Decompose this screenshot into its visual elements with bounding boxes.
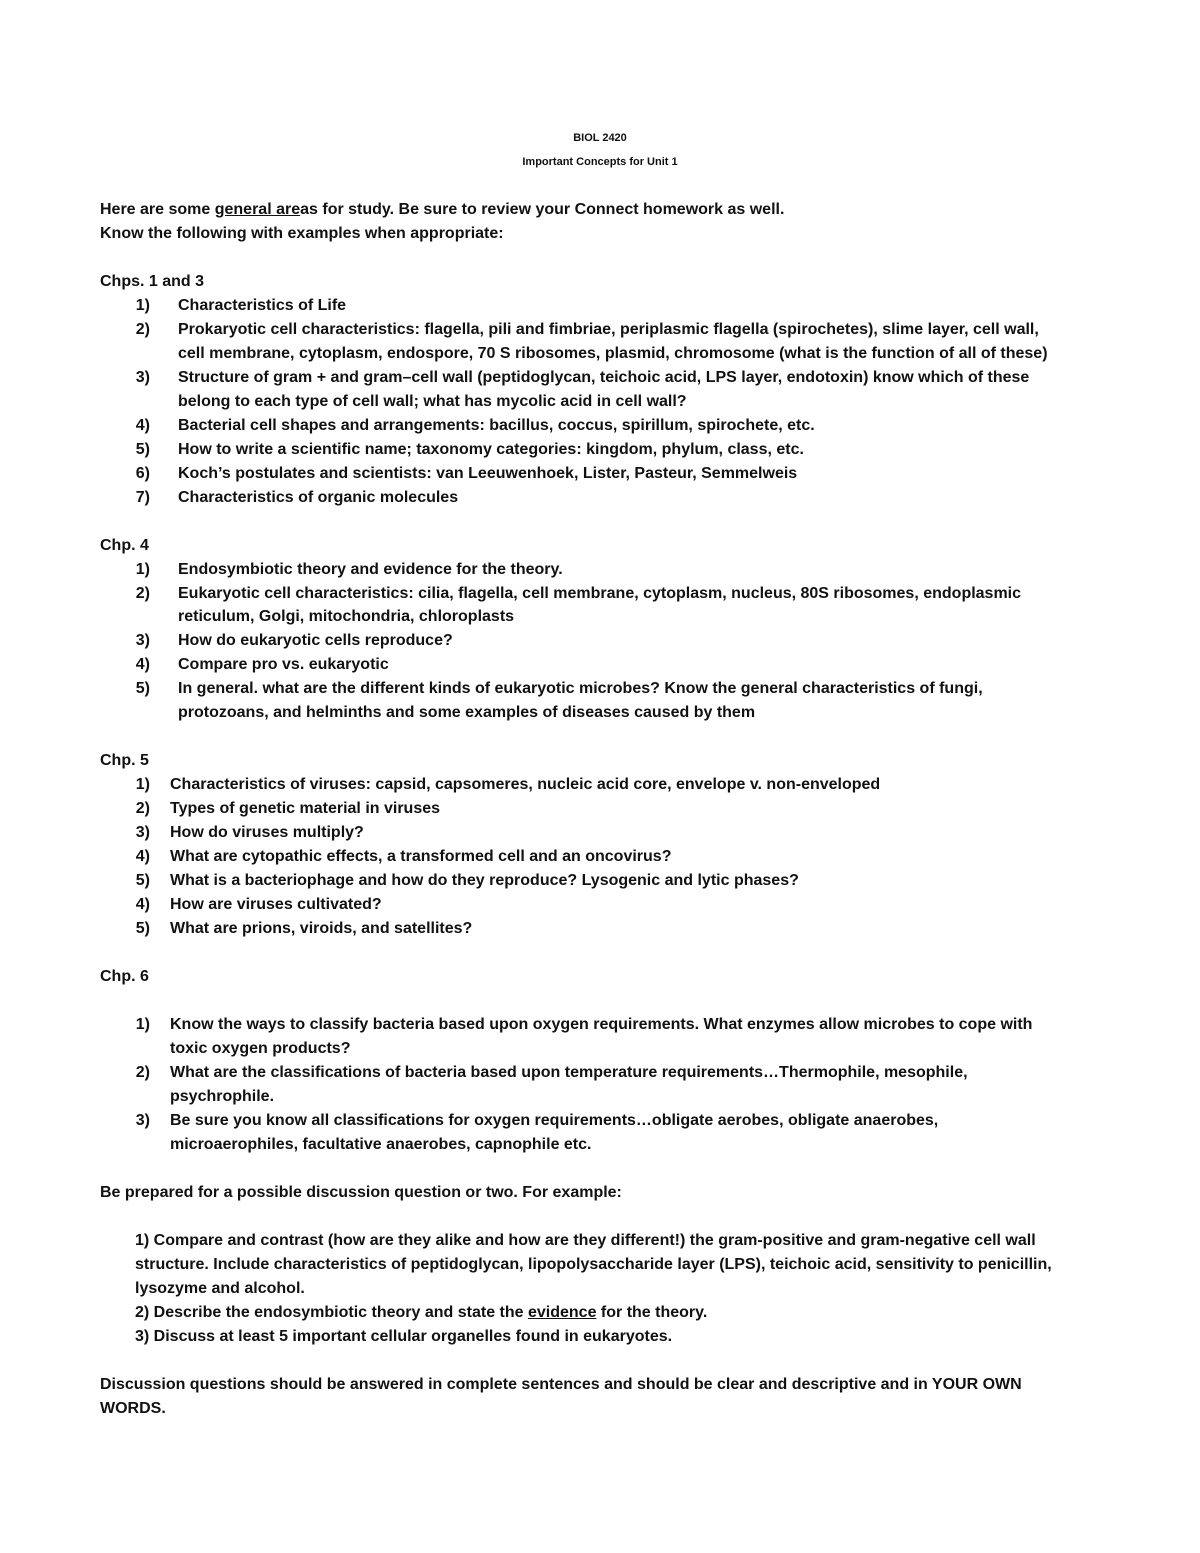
- list-item-number: 6): [135, 465, 150, 482]
- list-item-text: Be sure you know all classifications for oxygen requirements…obligate aerobes, obligate anaerobes,: [170, 1112, 939, 1129]
- list-item-text: Know the ways to classify bacteria based upon oxygen requirements. What enzymes allow microbes to cope with: [170, 1016, 1033, 1033]
- list-item-number: 3): [135, 1112, 150, 1129]
- list-item-text: Eukaryotic cell characteristics: cilia, flagella, cell membrane, cytoplasm, nucleus, 80S ribosomes, endoplasmic: [178, 585, 1022, 602]
- list-item-text: protozoans, and helminths and some examples of diseases caused by them: [178, 704, 756, 721]
- list-item-number: 5): [135, 920, 150, 937]
- discussion-question-1-cont: structure. Include characteristics of peptidoglycan, lipopolysaccharide layer (LPS), teichoic acid, sensitivity to penicillin,: [135, 1256, 1052, 1273]
- list-item-text: psychrophile.: [170, 1088, 275, 1105]
- course-code: BIOL 2420: [573, 132, 627, 144]
- list-item-number: 5): [135, 872, 150, 889]
- section-heading-chp-6: Chp. 6: [100, 968, 149, 985]
- list-item-number: 4): [135, 848, 150, 865]
- closing-note: Discussion questions should be answered in complete sentences and should be clear and descriptive and in YOUR OWN: [100, 1376, 1022, 1393]
- list-item-text: Bacterial cell shapes and arrangements: bacillus, coccus, spirillum, spirochete, etc.: [178, 417, 815, 434]
- list-item-number: 5): [135, 680, 150, 697]
- intro-text-start: Here are some: [100, 201, 215, 218]
- list-item-number: 1): [135, 776, 150, 793]
- list-item-text: Structure of gram + and gram–cell wall (peptidoglycan, teichoic acid, LPS layer, endotoxin) know which of these: [178, 369, 1030, 386]
- list-item-text: What are the classifications of bacteria based upon temperature requirements…Thermophile, mesophile,: [170, 1064, 968, 1081]
- list-item-text: Compare pro vs. eukaryotic: [178, 656, 389, 673]
- list-item-number: 1): [135, 297, 150, 314]
- list-item-number: 5): [135, 441, 150, 458]
- question-2-text-start: 2) Describe the endosymbiotic theory and state the: [135, 1304, 528, 1321]
- list-item-text: belong to each type of cell wall; what has mycolic acid in cell wall?: [178, 393, 687, 410]
- intro-text-end: as for study. Be sure to review your Connect homework as well.: [300, 201, 785, 218]
- list-item-text: Prokaryotic cell characteristics: flagella, pili and fimbriae, periplasmic flagella (spirochetes), slime layer, cell wall,: [178, 321, 1039, 338]
- list-item-number: 4): [135, 896, 150, 913]
- list-item-text: Characteristics of organic molecules: [178, 489, 459, 506]
- discussion-question-2: [135, 1303, 707, 1323]
- discussion-question-1-cont: lysozyme and alcohol.: [135, 1280, 305, 1297]
- list-item-text: How do eukaryotic cells reproduce?: [178, 632, 453, 649]
- list-item-text: How do viruses multiply?: [170, 824, 364, 841]
- discussion-intro: Be prepared for a possible discussion question or two. For example:: [100, 1184, 622, 1201]
- list-item-text: reticulum, Golgi, mitochondria, chloroplasts: [178, 608, 515, 625]
- section-heading-chp-4: Chp. 4: [100, 537, 149, 554]
- section-heading-chp-5: Chp. 5: [100, 752, 149, 769]
- list-item-text: microaerophiles, facultative anaerobes, capnophile etc.: [170, 1136, 592, 1153]
- question-2-text-end: for the theory.: [596, 1304, 708, 1321]
- list-item-text: Characteristics of viruses: capsid, capsomeres, nucleic acid core, envelope v. non-enveloped: [170, 776, 881, 793]
- list-item-text: How are viruses cultivated?: [170, 896, 382, 913]
- list-item-text: cell membrane, cytoplasm, endospore, 70 S ribosomes, plasmid, chromosome (what is the function of all of these): [178, 345, 1048, 362]
- list-item-number: 4): [135, 417, 150, 434]
- list-item-number: 1): [135, 1016, 150, 1033]
- list-item-text: What is a bacteriophage and how do they reproduce? Lysogenic and lytic phases?: [170, 872, 799, 889]
- list-item-number: 3): [135, 824, 150, 841]
- list-item-text: Characteristics of Life: [178, 297, 347, 314]
- list-item-number: 7): [135, 489, 150, 506]
- list-item-text: How to write a scientific name; taxonomy categories: kingdom, phylum, class, etc.: [178, 441, 804, 458]
- list-item-text: Types of genetic material in viruses: [170, 800, 441, 817]
- discussion-question-3: 3) Discuss at least 5 important cellular organelles found in eukaryotes.: [135, 1328, 673, 1345]
- question-2-underlined-text: evidence: [527, 1304, 597, 1321]
- list-item-number: 3): [135, 632, 150, 649]
- intro-underlined-text: general are: [214, 201, 301, 218]
- list-item-number: 3): [135, 369, 150, 386]
- list-item-text: toxic oxygen products?: [170, 1040, 351, 1057]
- list-item-number: 2): [135, 585, 150, 602]
- list-item-number: 4): [135, 656, 150, 673]
- list-item-text: In general. what are the different kinds of eukaryotic microbes? Know the general characteristics of fungi,: [178, 680, 983, 697]
- list-item-number: 2): [135, 321, 150, 338]
- list-item-text: What are cytopathic effects, a transformed cell and an oncovirus?: [170, 848, 672, 865]
- list-item-text: Koch’s postulates and scientists: van Leeuwenhoek, Lister, Pasteur, Semmelweis: [178, 465, 798, 482]
- document-title: Important Concepts for Unit 1: [522, 156, 678, 168]
- intro-line-1: [100, 200, 784, 220]
- list-item-number: 2): [135, 800, 150, 817]
- intro-line-2: Know the following with examples when appropriate:: [100, 225, 504, 242]
- list-item-text: Endosymbiotic theory and evidence for the theory.: [178, 561, 563, 578]
- discussion-question-1: 1) Compare and contrast (how are they alike and how are they different!) the gram-positive and gram-negative cell wall: [135, 1232, 1036, 1249]
- list-item-text: What are prions, viroids, and satellites?: [170, 920, 473, 937]
- list-item-number: 1): [135, 561, 150, 578]
- list-item-number: 2): [135, 1064, 150, 1081]
- section-heading-chps-1-3: Chps. 1 and 3: [100, 273, 205, 290]
- closing-note-cont: WORDS.: [100, 1400, 166, 1417]
